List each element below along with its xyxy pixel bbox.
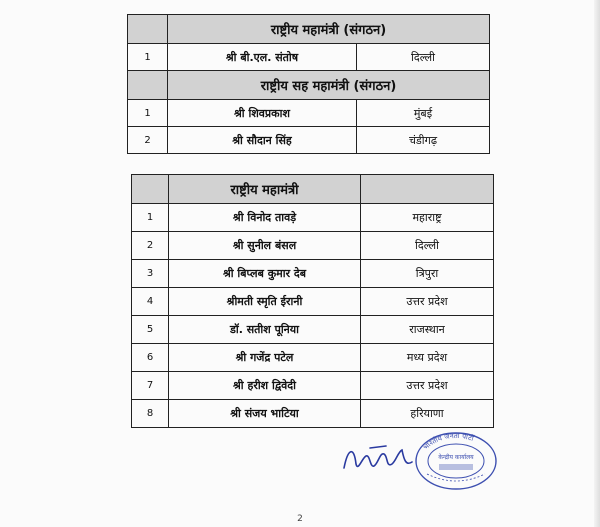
member-name: श्री सुनील बंसल xyxy=(169,232,361,260)
member-place: हरियाणा xyxy=(361,400,494,428)
row-number: 5 xyxy=(132,316,169,344)
table-row xyxy=(132,344,494,372)
member-name: श्री गजेंद्र पटेल xyxy=(169,344,361,372)
mahamantri-table xyxy=(131,174,494,428)
member-place: दिल्ली xyxy=(357,44,490,71)
signature xyxy=(340,438,420,478)
table-row xyxy=(128,44,490,71)
party-seal xyxy=(413,430,499,492)
member-name: श्रीमती स्मृति ईरानी xyxy=(169,288,361,316)
member-place: त्रिपुरा xyxy=(361,260,494,288)
row-number: 1 xyxy=(128,100,168,127)
table-row xyxy=(132,232,494,260)
member-place: महाराष्ट्र xyxy=(361,204,494,232)
row-number: 1 xyxy=(128,44,168,71)
svg-text:भारतीय जनता पार्टी xyxy=(422,432,476,452)
row-number: 2 xyxy=(132,232,169,260)
member-name: श्री सौदान सिंह xyxy=(168,127,357,154)
member-place: दिल्ली xyxy=(361,232,494,260)
table-row xyxy=(132,316,494,344)
row-number: 1 xyxy=(132,204,169,232)
page-edge xyxy=(594,0,600,527)
member-name: श्री हरीश द्विवेदी xyxy=(169,372,361,400)
member-place: उत्तर प्रदेश xyxy=(361,288,494,316)
heading-mahamantri-sangathan: राष्ट्रीय महामंत्री (संगठन) xyxy=(168,15,490,44)
table-row xyxy=(128,127,490,154)
member-place: उत्तर प्रदेश xyxy=(361,372,494,400)
row-number: 8 xyxy=(132,400,169,428)
member-name: श्री शिवप्रकाश xyxy=(168,100,357,127)
member-name: श्री विनोद तावड़े xyxy=(169,204,361,232)
page-number: 2 xyxy=(297,514,303,524)
member-place: मध्य प्रदेश xyxy=(361,344,494,372)
row-number: 2 xyxy=(128,127,168,154)
table-row xyxy=(128,100,490,127)
table-row xyxy=(132,372,494,400)
heading-sah-mahamantri-sangathan: राष्ट्रीय सह महामंत्री (संगठन) xyxy=(168,71,490,100)
member-place: चंडीगढ़ xyxy=(357,127,490,154)
table-row xyxy=(132,204,494,232)
member-name: श्री बिप्लब कुमार देब xyxy=(169,260,361,288)
seal-outer-text: भारतीय जनता पार्टी xyxy=(421,431,475,452)
sangathan-table xyxy=(127,14,490,154)
row-number: 7 xyxy=(132,372,169,400)
table-row xyxy=(132,288,494,316)
member-name: श्री संजय भाटिया xyxy=(169,400,361,428)
member-place: राजस्थान xyxy=(361,316,494,344)
seal-inner-text: केन्द्रीय कार्यालय xyxy=(438,454,474,461)
member-name: श्री बी.एल. संतोष xyxy=(168,44,357,71)
row-number: 4 xyxy=(132,288,169,316)
table-row xyxy=(132,400,494,428)
table-row xyxy=(132,260,494,288)
row-number: 6 xyxy=(132,344,169,372)
member-name: डॉ. सतीश पूनिया xyxy=(169,316,361,344)
row-number: 3 xyxy=(132,260,169,288)
heading-rashtriya-mahamantri: राष्ट्रीय महामंत्री xyxy=(169,175,361,204)
member-place: मुंबई xyxy=(357,100,490,127)
